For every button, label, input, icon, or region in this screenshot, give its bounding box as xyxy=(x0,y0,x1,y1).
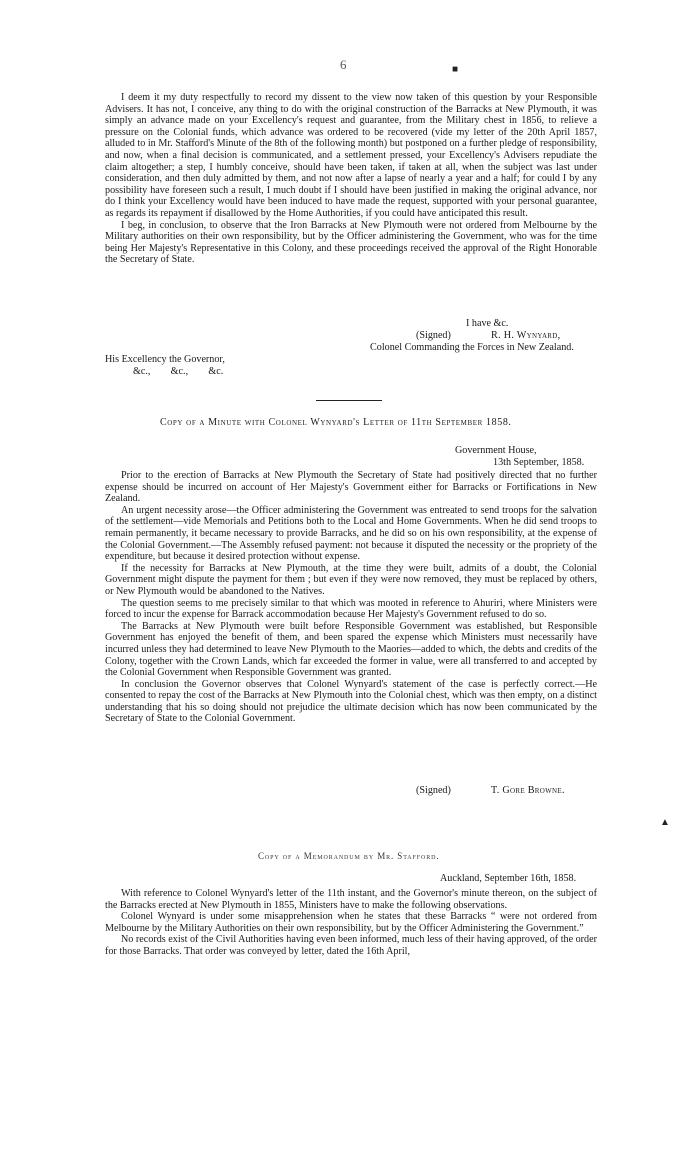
letter-addressee-etc: &c., &c., &c. xyxy=(133,366,224,377)
section-divider xyxy=(316,400,382,401)
minute-signed-label: (Signed) xyxy=(416,785,451,796)
letter-paragraph-2: I beg, in conclusion, to observe that the Iron Barracks at New Plymouth were not ordered from Melbourne by the Military authorities on their own responsibility, but by the Officer administering the Government, who was for the time being Her Majesty's Representative in this Colony, and these proceedings received the approval of the Right Honorable the Secretary of State. xyxy=(105,219,597,266)
memorandum-paragraph-3: No records exist of the Civil Authorities having even been informed, much less of their having approved, of the order for those Barracks. That order was conveyed by letter, dated the 16th April, xyxy=(105,934,597,957)
minute-paragraph-4: The question seems to me precisely similar to that which was mooted in reference to Ahuriri, where Ministers were forced to incur the expense for Barrack accommodation because Her Majesty's Government refused to do so. xyxy=(105,597,597,621)
letter-body xyxy=(105,92,597,266)
letter-signatory: R. H. Wynyard, xyxy=(491,330,561,341)
letter-signed-label: (Signed) xyxy=(416,330,451,341)
page-number: 6 xyxy=(340,57,347,72)
memorandum-body xyxy=(105,888,597,958)
memorandum-place-date: Auckland, September 16th, 1858. xyxy=(440,873,577,884)
minute-paragraph-5: The Barracks at New Plymouth were built before Responsible Government was established, but Responsible Government has enjoyed the benefit of them, and been spared the expense which Ministers must necessarily have incurred unless they had determined to leave New Plymouth to the Maories—added to which, the debts and credits of the Colony, together with the Crown Lands, which far exceeded the former in value, were all transferred to and accepted by the Colonial Government when Responsible Government was granted. xyxy=(105,620,597,679)
minute-paragraph-1: Prior to the erection of Barracks at New Plymouth the Secretary of State had positively directed that no further expense should be incurred on account of Her Majesty's Government either for Barracks or Fortifications in New Zealand. xyxy=(105,470,597,505)
minute-signatory: T. Gore Browne. xyxy=(491,785,565,796)
minute-body xyxy=(105,470,597,725)
minute-date: 13th September, 1858. xyxy=(493,457,585,468)
print-mark: ■ xyxy=(452,64,459,75)
letter-paragraph-1: I deem it my duty respectfully to record my dissent to the view now taken of this question by your Responsible Advisers. It has not, I conceive, any thing to do with the original construction of the Barracks at New Plymouth, it was simply an advance made on your Excellency's request and guarantee, from the Military chest in 1856, to relieve a pressure on the Colonial funds, which advance was ordered to be recovered (vide my letter of the 20th April 1857, alluded to in Mr. Stafford's Minute of the 8th of the following month) but postponed on a further pledge of responsibility, and now, when a final decision is communicated, and a settlement pressed, your Excellency's Advisers repudiate the claim altogether; a step, I humbly conceive, should have been taken, if taken at all, when the subject was last under consideration, and then duly admitted by them, and not now after a lapse of nearly a year and a half; for could I by any possibility have foreseen such a result, I much doubt if I should have been justified in making the original advance, nor do I think your Excellency would have been induced to have made the request, supported with your personal guarantee, as regards its repayment if disallowed by the Home Authorities, if you could have anticipated this result. xyxy=(105,92,597,219)
print-mark: ▲ xyxy=(660,817,670,828)
minute-paragraph-3: If the necessity for Barracks at New Plymouth, at the time they were built, admits of a doubt, the Colonial Government might dispute the payment for them ; but even if they were now removed, they must be replaced by others, or New Plymouth would be abandoned to the Natives. xyxy=(105,562,597,597)
letter-addressee: His Excellency the Governor, xyxy=(105,354,225,365)
memorandum-paragraph-1: With reference to Colonel Wynyard's letter of the 11th instant, and the Governor's minute thereon, on the subject of the Barracks erected at New Plymouth in 1855, Ministers have to make the following observations. xyxy=(105,888,597,911)
memorandum-paragraph-2: Colonel Wynyard is under some misapprehension when he states that these Barracks “ were not ordered from Melbourne by the Military Authorities on their own responsibility, but by the Officer Administering the Government.” xyxy=(105,911,597,934)
memorandum-heading: Copy of a Memorandum by Mr. Stafford. xyxy=(258,851,440,861)
letter-signatory-title: Colonel Commanding the Forces in New Zealand. xyxy=(370,342,574,353)
minute-heading: Copy of a Minute with Colonel Wynyard's Letter of 11th September 1858. xyxy=(160,417,512,428)
minute-place: Government House, xyxy=(455,445,537,456)
letter-closing: I have &c. xyxy=(466,318,509,329)
minute-paragraph-6: In conclusion the Governor observes that Colonel Wynyard's statement of the case is perfectly correct.—He consented to repay the cost of the Barracks at New Plymouth into the Colonial chest, which was then empty, on a distinct understanding that his so doing should not prejudice the ultimate decision which has now been communicated by the Secretary of State to the Colonial Government. xyxy=(105,678,597,725)
minute-paragraph-2: An urgent necessity arose—the Officer administering the Government was entreated to send troops for the salvation of the settlement—vide Memorials and Petitions both to the Local and Home Governments. When he did send troops to remain permanently, it became necessary to provide Barracks, and he did so on his own responsibility, at the expense of the Colonial Government.—The Assembly refused payment: not because it disputed the necessity or the propriety of the expenditure, but because it desired protection without expense. xyxy=(105,504,597,563)
